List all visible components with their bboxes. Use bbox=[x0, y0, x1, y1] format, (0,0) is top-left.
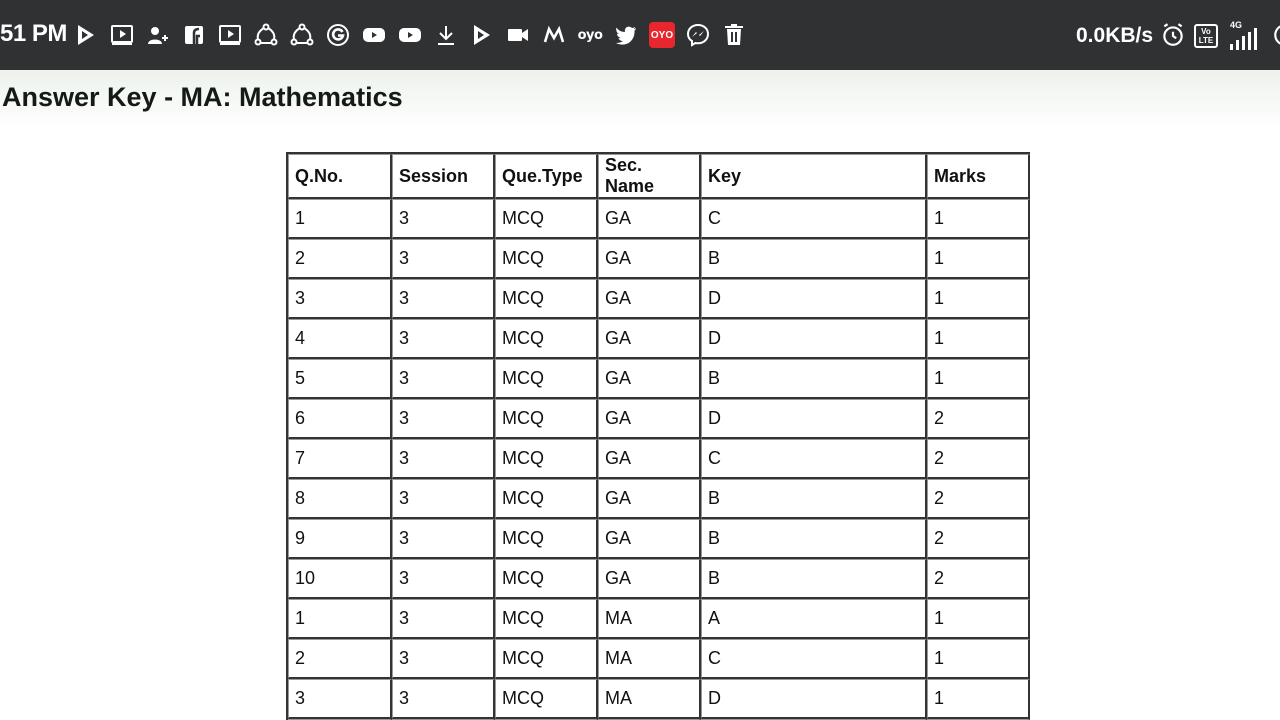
cell-marks: 1 bbox=[927, 639, 1030, 679]
cell-sec-name: GA bbox=[598, 319, 701, 359]
cell-marks: 1 bbox=[927, 239, 1030, 279]
table-row bbox=[288, 359, 1030, 399]
table-row bbox=[288, 559, 1030, 599]
table-row bbox=[288, 199, 1030, 239]
network-type-label: 4G bbox=[1230, 20, 1243, 30]
status-time: 51 PM bbox=[0, 20, 67, 47]
table-row bbox=[288, 639, 1030, 679]
table-row bbox=[288, 679, 1030, 719]
cell-key: B bbox=[701, 519, 927, 559]
cell-session: 3 bbox=[392, 519, 495, 559]
cell-session: 3 bbox=[392, 679, 495, 719]
youtube-icon bbox=[396, 18, 424, 52]
trash-icon bbox=[720, 18, 748, 52]
cell-qno: 5 bbox=[288, 359, 392, 399]
cell-key: D bbox=[701, 279, 927, 319]
table-row bbox=[288, 239, 1030, 279]
table-row bbox=[288, 599, 1030, 639]
answer-key-table bbox=[286, 152, 1030, 720]
cell-marks: 2 bbox=[927, 439, 1030, 479]
cell-session: 3 bbox=[392, 559, 495, 599]
table-row bbox=[288, 479, 1030, 519]
cell-marks: 2 bbox=[927, 519, 1030, 559]
column-header-session: Session bbox=[392, 154, 495, 199]
column-header-key: Key bbox=[701, 154, 927, 199]
wifi-icon bbox=[1272, 22, 1280, 50]
cell-que-type: MCQ bbox=[495, 359, 598, 399]
cell-key: B bbox=[701, 559, 927, 599]
cell-sec-name: GA bbox=[598, 399, 701, 439]
cell-que-type: MCQ bbox=[495, 679, 598, 719]
cell-key: D bbox=[701, 319, 927, 359]
table-body bbox=[288, 199, 1030, 720]
cell-que-type: MCQ bbox=[495, 279, 598, 319]
volte-icon: Vo LTE bbox=[1194, 24, 1218, 48]
cell-session: 3 bbox=[392, 479, 495, 519]
table-row bbox=[288, 399, 1030, 439]
status-bar-strip bbox=[0, 55, 1280, 70]
video-player-icon bbox=[216, 18, 244, 52]
page-header bbox=[0, 70, 1280, 130]
twitter-icon bbox=[612, 18, 640, 52]
cell-qno: 3 bbox=[288, 679, 392, 719]
cell-sec-name: MA bbox=[598, 639, 701, 679]
cell-session: 3 bbox=[392, 399, 495, 439]
cell-key: C bbox=[701, 199, 927, 239]
cell-que-type: MCQ bbox=[495, 439, 598, 479]
cell-sec-name: GA bbox=[598, 279, 701, 319]
messenger-icon bbox=[684, 18, 712, 52]
play-store-icon bbox=[72, 18, 100, 52]
cell-sec-name: MA bbox=[598, 599, 701, 639]
cell-session: 3 bbox=[392, 599, 495, 639]
cell-que-type: MCQ bbox=[495, 639, 598, 679]
cell-que-type: MCQ bbox=[495, 519, 598, 559]
cell-que-type: MCQ bbox=[495, 599, 598, 639]
cell-qno: 8 bbox=[288, 479, 392, 519]
play-store-icon bbox=[468, 18, 496, 52]
table-row bbox=[288, 279, 1030, 319]
cell-marks: 1 bbox=[927, 319, 1030, 359]
cell-key: B bbox=[701, 479, 927, 519]
google-icon bbox=[324, 18, 352, 52]
cell-session: 3 bbox=[392, 239, 495, 279]
cell-key: C bbox=[701, 439, 927, 479]
cell-sec-name: GA bbox=[598, 519, 701, 559]
column-header-sec-name: Sec. Name bbox=[598, 154, 701, 199]
cell-session: 3 bbox=[392, 439, 495, 479]
facebook-icon bbox=[180, 18, 208, 52]
cell-que-type: MCQ bbox=[495, 319, 598, 359]
table-row bbox=[288, 439, 1030, 479]
cell-key: A bbox=[701, 599, 927, 639]
cell-session: 3 bbox=[392, 199, 495, 239]
cell-qno: 2 bbox=[288, 239, 392, 279]
share-icon bbox=[288, 18, 316, 52]
myntra-icon bbox=[540, 18, 568, 52]
download-icon bbox=[432, 18, 460, 52]
cell-marks: 2 bbox=[927, 399, 1030, 439]
cell-que-type: MCQ bbox=[495, 479, 598, 519]
cell-qno: 9 bbox=[288, 519, 392, 559]
signal-strength-icon bbox=[1226, 20, 1266, 50]
cell-que-type: MCQ bbox=[495, 559, 598, 599]
table-row bbox=[288, 519, 1030, 559]
cell-sec-name: GA bbox=[598, 559, 701, 599]
table-row bbox=[288, 319, 1030, 359]
cell-qno: 2 bbox=[288, 639, 392, 679]
cell-sec-name: GA bbox=[598, 199, 701, 239]
cell-que-type: MCQ bbox=[495, 399, 598, 439]
cell-key: D bbox=[701, 679, 927, 719]
table-header-row bbox=[288, 154, 1030, 199]
cell-key: C bbox=[701, 639, 927, 679]
cell-session: 3 bbox=[392, 359, 495, 399]
oyo-icon: oyo bbox=[577, 27, 603, 43]
cell-qno: 7 bbox=[288, 439, 392, 479]
cell-marks: 2 bbox=[927, 479, 1030, 519]
cell-session: 3 bbox=[392, 319, 495, 359]
cell-qno: 3 bbox=[288, 279, 392, 319]
youtube-icon bbox=[360, 18, 388, 52]
cell-sec-name: GA bbox=[598, 439, 701, 479]
cell-que-type: MCQ bbox=[495, 199, 598, 239]
cell-key: B bbox=[701, 359, 927, 399]
cell-qno: 10 bbox=[288, 559, 392, 599]
cell-qno: 1 bbox=[288, 599, 392, 639]
add-contact-icon bbox=[144, 18, 172, 52]
cell-qno: 4 bbox=[288, 319, 392, 359]
cell-sec-name: GA bbox=[598, 479, 701, 519]
cell-sec-name: MA bbox=[598, 679, 701, 719]
page-title: Answer Key - MA: Mathematics bbox=[2, 82, 403, 112]
oyo-red-icon: OYO bbox=[648, 18, 676, 52]
cell-marks: 1 bbox=[927, 279, 1030, 319]
cell-marks: 1 bbox=[927, 599, 1030, 639]
cell-key: D bbox=[701, 399, 927, 439]
column-header-que-type: Que.Type bbox=[495, 154, 598, 199]
share-icon bbox=[252, 18, 280, 52]
cell-marks: 1 bbox=[927, 359, 1030, 399]
column-header-marks: Marks bbox=[927, 154, 1030, 199]
cell-session: 3 bbox=[392, 639, 495, 679]
cell-marks: 2 bbox=[927, 559, 1030, 599]
cell-qno: 1 bbox=[288, 199, 392, 239]
cell-marks: 1 bbox=[927, 199, 1030, 239]
cell-sec-name: GA bbox=[598, 359, 701, 399]
video-player-icon bbox=[108, 18, 136, 52]
cell-marks: 1 bbox=[927, 679, 1030, 719]
column-header-qno: Q.No. bbox=[288, 154, 392, 199]
cell-sec-name: GA bbox=[598, 239, 701, 279]
alarm-icon bbox=[1160, 22, 1186, 50]
cell-key: B bbox=[701, 239, 927, 279]
cell-qno: 6 bbox=[288, 399, 392, 439]
network-speed: 0.0KB/s bbox=[1076, 24, 1154, 47]
video-camera-icon bbox=[504, 18, 532, 52]
cell-que-type: MCQ bbox=[495, 239, 598, 279]
cell-session: 3 bbox=[392, 279, 495, 319]
